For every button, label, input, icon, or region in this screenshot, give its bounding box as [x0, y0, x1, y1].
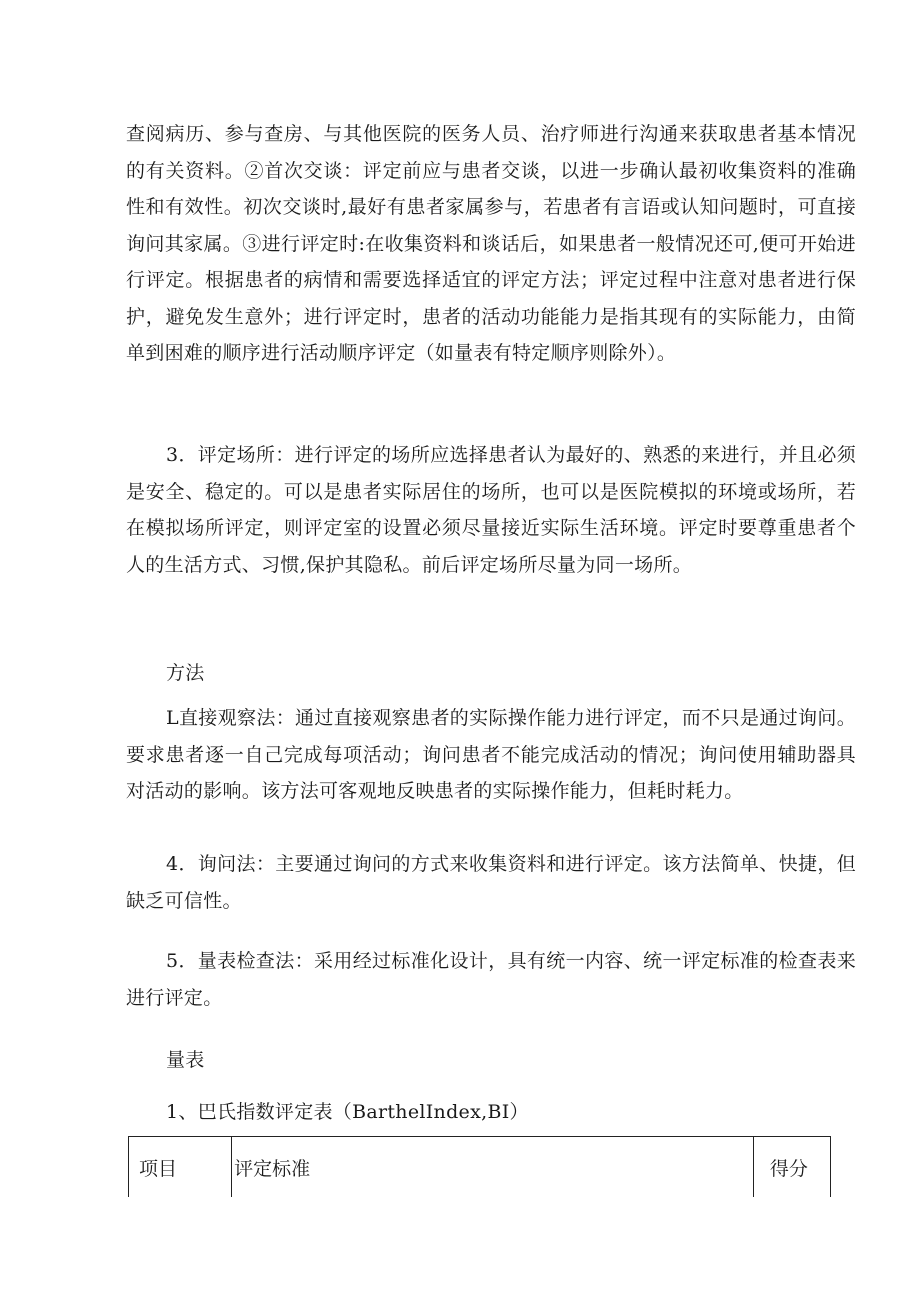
paragraph-direct-observation: L直接观察法：通过直接观察患者的实际操作能力进行评定，而不只是通过询问。要求患者逐一自己完成每项活动；询问患者不能完成活动的情况；询问使用辅助器具对活动的影响。该方法可客观地反映患者的实际操作能力，但耗时耗力。 [126, 707, 856, 802]
table-header-row [129, 1137, 831, 1198]
paragraph-inquiry-method: 4．询问法：主要通过询问的方式来收集资料和进行评定。该方法简单、快捷，但缺乏可信性。 [126, 853, 856, 912]
paragraph-assessment-location: 3．评定场所：进行评定的场所应选择患者认为最好的、熟悉的来进行，并且必须是安全、稳定的。可以是患者实际居住的场所，也可以是医院模拟的环境或场所，若在模拟场所评定，则评定室的设置必须尽量接近实际生活环境。评定时要尊重患者个人的生活方式、习惯,保护其隐私。前后评定场所尽量为同一场所。 [126, 444, 856, 576]
barthel-index-table [128, 1136, 831, 1197]
table-title: 1、巴氏指数评定表（BarthelIndex,BI） [166, 1101, 529, 1123]
paragraph-assessment-steps: 查阅病历、参与查房、与其他医院的医务人员、治疗师进行沟通来获取患者基本情况的有关资料。②首次交谈：评定前应与患者交谈，以进一步确认最初收集资料的准确性和有效性。初次交谈时,最好有患者家属参与，若患者有言语或认知问题时，可直接询问其家属。③进行评定时:在收集资料和谈话后，如果患者一般情况还可,便可开始进行评定。根据患者的病情和需要选择适宜的评定方法；评定过程中注意对患者进行保护，避免发生意外；进行评定时，患者的活动功能能力是指其现有的实际能力，由简单到困难的顺序进行活动顺序评定（如量表有特定顺序则除外）。 [126, 123, 856, 364]
header-criteria: 评定标准 [232, 1137, 754, 1198]
heading-method: 方法 [166, 662, 205, 684]
heading-scale: 量表 [166, 1049, 205, 1071]
header-score: 得分 [753, 1137, 830, 1198]
paragraph-scale-method: 5．量表检查法：采用经过标准化设计，具有统一内容、统一评定标准的检查表来进行评定。 [126, 950, 856, 1009]
header-item: 项目 [129, 1137, 232, 1198]
